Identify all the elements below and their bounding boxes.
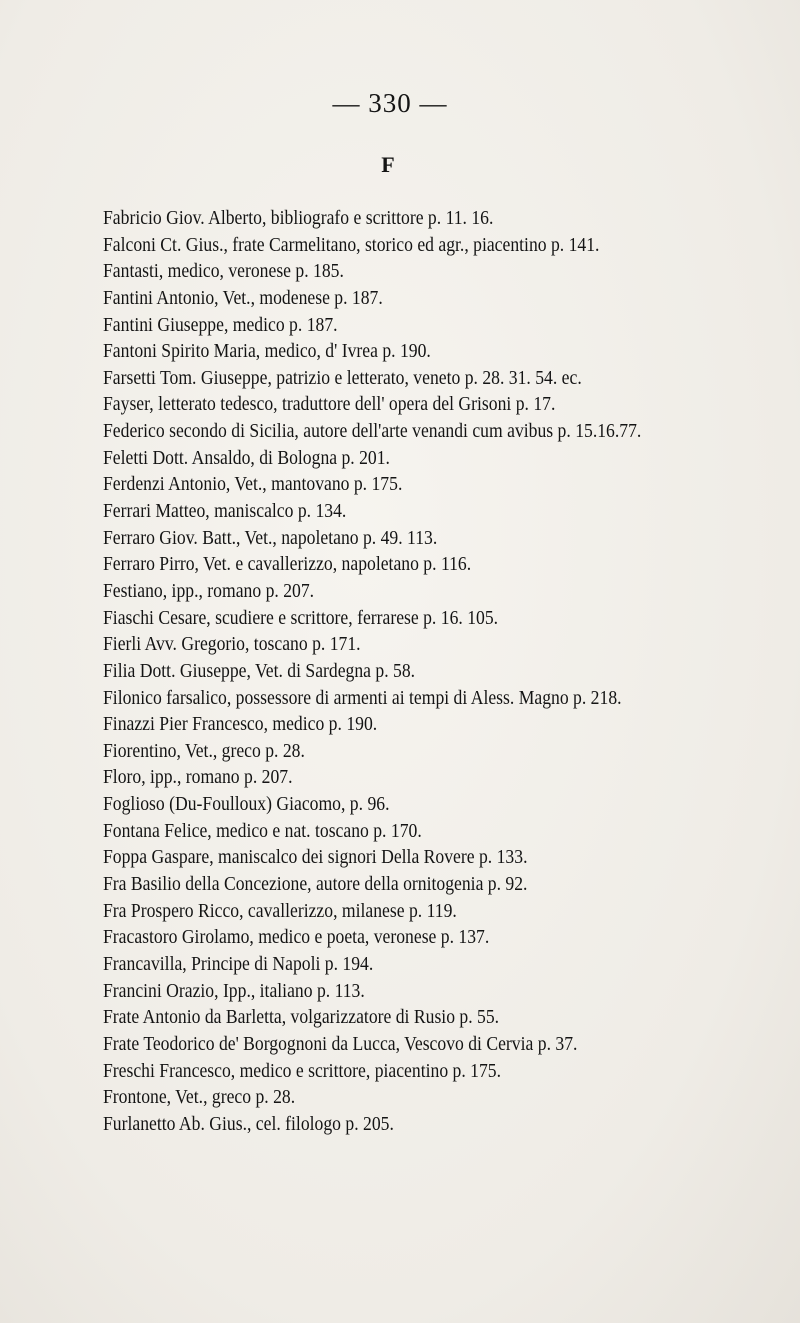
index-entry: Ferraro Giov. Batt., Vet., napoletano p. 49. 113. xyxy=(103,526,438,549)
index-entry: Furlanetto Ab. Gius., cel. filologo p. 205. xyxy=(103,1112,394,1135)
index-entry: Ferraro Pirro, Vet. e cavallerizzo, napoletano p. 116. xyxy=(103,553,472,576)
index-entry: Frate Teodorico de' Borgognoni da Lucca, Vescovo di Cervia p. 37. xyxy=(103,1032,578,1055)
index-entry: Fiorentino, Vet., greco p. 28. xyxy=(103,739,305,762)
index-entry: Fontana Felice, medico e nat. toscano p. 170. xyxy=(103,819,422,842)
index-entry: Filia Dott. Giuseppe, Vet. di Sardegna p. 58. xyxy=(103,659,416,682)
index-entry: Fantini Giuseppe, medico p. 187. xyxy=(103,313,338,336)
index-entry: Federico secondo di Sicilia, autore dell'arte venandi cum avibus p. 15.16.77. xyxy=(103,420,642,443)
index-entry: Fierli Avv. Gregorio, toscano p. 171. xyxy=(103,633,361,656)
index-entry: Francavilla, Principe di Napoli p. 194. xyxy=(103,952,374,975)
page-number: — 330 — xyxy=(332,88,448,118)
index-entry: Foglioso (Du-Foulloux) Giacomo, p. 96. xyxy=(103,793,390,816)
index-entry: Fracastoro Girolamo, medico e poeta, veronese p. 137. xyxy=(103,926,490,949)
index-entry: Fabricio Giov. Alberto, bibliografo e scrittore p. 11. 16. xyxy=(103,207,494,229)
index-entries xyxy=(103,205,783,1137)
index-entry: Fra Basilio della Concezione, autore della ornitogenia p. 92. xyxy=(103,873,528,896)
index-entry: Fiaschi Cesare, scudiere e scrittore, ferrarese p. 16. 105. xyxy=(103,606,499,629)
index-entry: Feletti Dott. Ansaldo, di Bologna p. 201. xyxy=(103,446,390,469)
index-entry: Ferrari Matteo, maniscalco p. 134. xyxy=(103,500,347,523)
index-entry: Floro, ipp., romano p. 207. xyxy=(103,766,293,789)
index-entry: Frontone, Vet., greco p. 28. xyxy=(103,1086,296,1109)
index-entry: Ferdenzi Antonio, Vet., mantovano p. 175. xyxy=(103,473,403,496)
index-entry: Foppa Gaspare, maniscalco dei signori Della Rovere p. 133. xyxy=(103,846,528,869)
index-entry: Frate Antonio da Barletta, volgarizzatore di Rusio p. 55. xyxy=(103,1006,500,1029)
index-entry: Fra Prospero Ricco, cavallerizzo, milanese p. 119. xyxy=(103,899,457,922)
index-entry: Fantoni Spirito Maria, medico, d' Ivrea p. 190. xyxy=(103,340,431,363)
index-entry: Fayser, letterato tedesco, traduttore dell' opera del Grisoni p. 17. xyxy=(103,393,556,416)
index-entry: Francini Orazio, Ipp., italiano p. 113. xyxy=(103,979,365,1002)
index-entry: Finazzi Pier Francesco, medico p. 190. xyxy=(103,713,378,736)
index-entry: Fantasti, medico, veronese p. 185. xyxy=(103,260,344,283)
section-heading: F xyxy=(381,152,397,177)
index-entry: Festiano, ipp., romano p. 207. xyxy=(103,579,315,602)
index-entry: Farsetti Tom. Giuseppe, patrizio e letterato, veneto p. 28. 31. 54. ec. xyxy=(103,366,582,389)
index-entry: Falconi Ct. Gius., frate Carmelitano, storico ed agr., piacentino p. 141. xyxy=(103,233,600,256)
index-entry: Freschi Francesco, medico e scrittore, piacentino p. 175. xyxy=(103,1059,502,1082)
index-entry: Filonico farsalico, possessore di armenti ai tempi di Aless. Magno p. 218. xyxy=(103,686,622,709)
index-entry: Fantini Antonio, Vet., modenese p. 187. xyxy=(103,286,383,309)
